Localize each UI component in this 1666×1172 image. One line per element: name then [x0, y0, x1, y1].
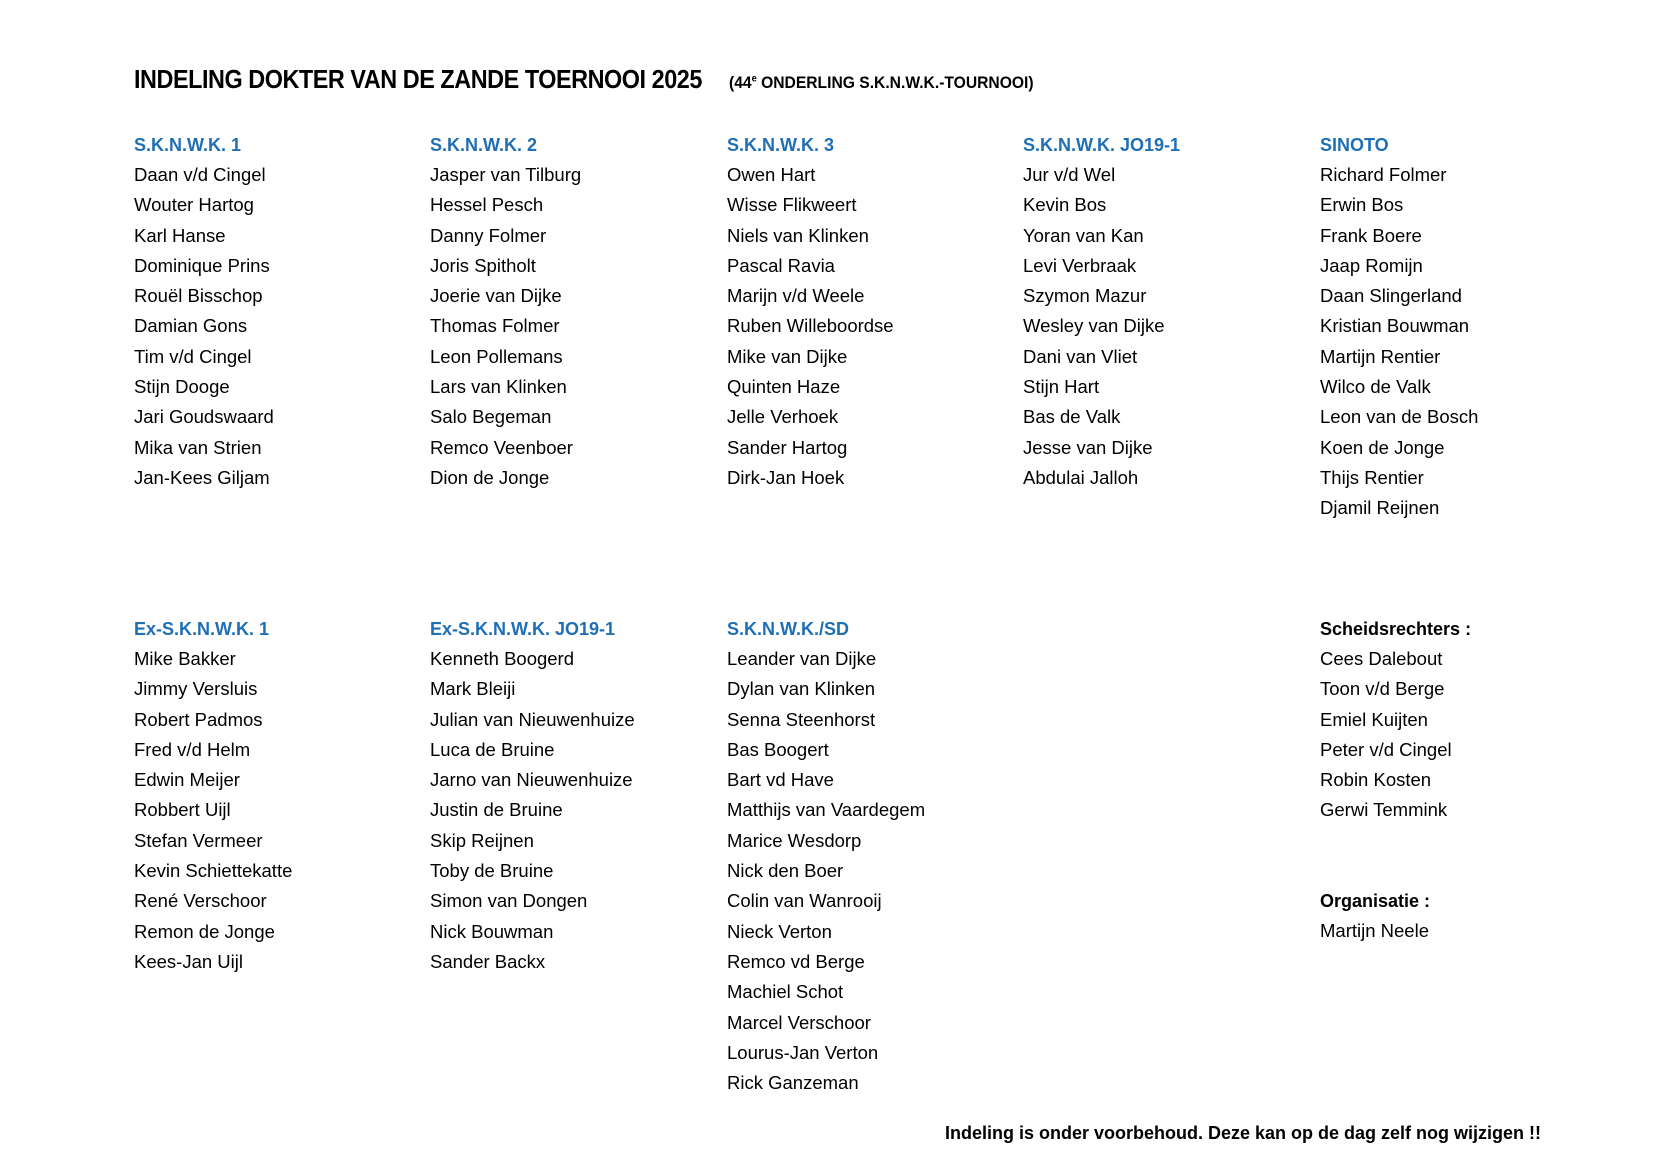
list-item: Jelle Verhoek [727, 406, 839, 428]
list-item: Julian van Nieuwenhuize [430, 708, 635, 730]
list-item: Kristian Bouwman [1320, 315, 1470, 337]
team-heading: S.K.N.W.K. 2 [430, 135, 538, 155]
player-list [727, 160, 1007, 493]
list-item: Tim v/d Cingel [134, 345, 252, 367]
list-item: Lourus-Jan Verton [727, 1041, 879, 1063]
referees-block [1320, 614, 1600, 826]
list-item: Levi Verbraak [1023, 254, 1137, 276]
list-item: Marice Wesdorp [727, 829, 862, 851]
team-ex-skwnk-1 [134, 614, 414, 977]
team-ex-skwnk-jo19-1 [430, 614, 710, 977]
list-item: Leander van Dijke [727, 648, 877, 669]
list-item: Toby de Bruine [430, 860, 554, 882]
list-item: Pascal Ravia [727, 254, 835, 276]
player-list [430, 644, 710, 977]
team-heading: S.K.N.W.K. 1 [134, 135, 242, 155]
list-item: Kevin Schiettekatte [134, 860, 293, 882]
list-item: Jimmy Versluis [134, 678, 258, 700]
list-item: Jan-Kees Giljam [134, 466, 270, 488]
list-item: Toon v/d Berge [1320, 678, 1445, 700]
list-item: Quinten Haze [727, 376, 841, 398]
list-item: Dominique Prins [134, 254, 270, 276]
list-item: Bas Boogert [727, 738, 829, 760]
organisation-block [1320, 886, 1600, 946]
list-item: Jari Goudswaard [134, 406, 274, 428]
list-item: Danny Folmer [430, 224, 547, 246]
team-heading: S.K.N.W.K. JO19-1 [1023, 135, 1181, 155]
list-item: Jur v/d Wel [1023, 164, 1116, 185]
team-heading: S.K.N.W.K./SD [727, 619, 850, 639]
list-item: Justin de Bruine [430, 799, 563, 821]
list-item: Jaap Romijn [1320, 254, 1423, 276]
team-heading: SINOTO [1320, 135, 1389, 155]
list-item: Mark Bleiji [430, 678, 516, 700]
list-item: Niels van Klinken [727, 224, 869, 246]
list-item: René Verschoor [134, 890, 267, 912]
player-list [727, 644, 1007, 1098]
list-item: Salo Begeman [430, 406, 552, 428]
list-item: Mike Bakker [134, 648, 236, 669]
list-item: Simon van Dongen [430, 890, 588, 912]
player-list [1320, 160, 1600, 524]
player-list [430, 160, 710, 493]
list-item: Kenneth Boogerd [430, 648, 575, 669]
list-item: Stijn Dooge [134, 376, 230, 398]
team-sinoto [1320, 130, 1600, 524]
team-heading: Ex-S.K.N.W.K. JO19-1 [430, 619, 616, 639]
list-item: Martijn Neele [1320, 920, 1429, 941]
title-main: INDELING DOKTER VAN DE ZANDE TOERNOOI 2025 [134, 64, 702, 94]
list-item: Karl Hanse [134, 224, 226, 246]
list-item: Jasper van Tilburg [430, 164, 582, 185]
list-item: Peter v/d Cingel [1320, 738, 1452, 760]
list-item: Jarno van Nieuwenhuize [430, 769, 633, 791]
list-item: Nick Bouwman [430, 920, 554, 942]
list-item: Nieck Verton [727, 920, 832, 942]
list-item: Wesley van Dijke [1023, 315, 1165, 337]
team-heading: S.K.N.W.K. 3 [727, 135, 835, 155]
list-item: Robert Padmos [134, 708, 263, 730]
page-title [134, 64, 1061, 95]
list-item: Emiel Kuijten [1320, 708, 1428, 730]
list-item: Sander Backx [430, 950, 546, 972]
team-skwnk-3 [727, 130, 1007, 493]
list-item: Skip Reijnen [430, 829, 534, 851]
list-item: Senna Steenhorst [727, 708, 876, 730]
list-item: Remco vd Berge [727, 950, 865, 972]
list-item: Damian Gons [134, 315, 248, 337]
list-item: Mike van Dijke [727, 345, 848, 367]
list-item: Lars van Klinken [430, 376, 567, 398]
list-item: Joris Spitholt [430, 254, 536, 276]
list-item: Frank Boere [1320, 224, 1422, 246]
list-item: Wilco de Valk [1320, 376, 1431, 398]
list-item: Daan v/d Cingel [134, 164, 266, 185]
organisation-heading: Organisatie : [1320, 891, 1431, 911]
list-item: Jesse van Dijke [1023, 436, 1153, 458]
list-item: Marijn v/d Weele [727, 285, 865, 307]
list-item: Thijs Rentier [1320, 466, 1424, 488]
list-item: Robbert Uijl [134, 799, 231, 821]
list-item: Bas de Valk [1023, 406, 1121, 428]
list-item: Cees Dalebout [1320, 648, 1443, 669]
list-item: Stefan Vermeer [134, 829, 263, 851]
list-item: Szymon Mazur [1023, 285, 1147, 307]
list-item: Robin Kosten [1320, 769, 1432, 791]
list-item: Mika van Strien [134, 436, 262, 458]
list-item: Luca de Bruine [430, 738, 555, 760]
player-list [134, 160, 414, 493]
list-item: Stijn Hart [1023, 376, 1100, 398]
list-item: Sander Hartog [727, 436, 848, 458]
player-list [1023, 160, 1303, 493]
list-item: Richard Folmer [1320, 164, 1447, 185]
list-item: Wouter Hartog [134, 194, 254, 216]
list-item: Dirk-Jan Hoek [727, 466, 845, 488]
list-item: Bart vd Have [727, 769, 834, 791]
list-item: Dion de Jonge [430, 466, 550, 488]
list-item: Dani van Vliet [1023, 345, 1138, 367]
team-skwnk-jo19-1 [1023, 130, 1303, 493]
list-item: Leon van de Bosch [1320, 406, 1479, 428]
list-item: Thomas Folmer [430, 315, 560, 337]
list-item: Erwin Bos [1320, 194, 1404, 216]
organisation-list [1320, 916, 1600, 946]
player-list [134, 644, 414, 977]
referees-heading: Scheidsrechters : [1320, 619, 1472, 639]
list-item: Owen Hart [727, 164, 816, 185]
subtitle-suffix: ONDERLING S.K.N.W.K.-TOURNOOI) [757, 73, 1035, 92]
list-item: Hessel Pesch [430, 194, 544, 216]
list-item: Joerie van Dijke [430, 285, 562, 307]
team-skwnk-1 [134, 130, 414, 493]
list-item: Wisse Flikweert [727, 194, 857, 216]
list-item: Remco Veenboer [430, 436, 573, 458]
title-subtitle [729, 73, 1034, 93]
disclaimer-note: Indeling is onder voorbehoud. Deze kan op de dag zelf nog wijzigen !! [945, 1123, 1542, 1143]
list-item: Gerwi Temmink [1320, 799, 1448, 821]
list-item: Djamil Reijnen [1320, 497, 1440, 519]
referee-list [1320, 644, 1600, 826]
list-item: Marcel Verschoor [727, 1011, 871, 1033]
list-item: Leon Pollemans [430, 345, 563, 367]
subtitle-superscript: e [752, 73, 758, 85]
list-item: Edwin Meijer [134, 769, 240, 791]
list-item: Yoran van Kan [1023, 224, 1144, 246]
subtitle-prefix: (44 [729, 73, 753, 92]
list-item: Abdulai Jalloh [1023, 466, 1139, 488]
list-item: Koen de Jonge [1320, 436, 1445, 458]
list-item: Remon de Jonge [134, 920, 275, 942]
team-heading: Ex-S.K.N.W.K. 1 [134, 619, 270, 639]
list-item: Rouël Bisschop [134, 285, 263, 307]
list-item: Machiel Schot [727, 981, 844, 1003]
team-skwnk-2 [430, 130, 710, 493]
list-item: Kees-Jan Uijl [134, 950, 243, 972]
list-item: Fred v/d Helm [134, 738, 251, 760]
list-item: Martijn Rentier [1320, 345, 1441, 367]
list-item: Rick Ganzeman [727, 1072, 859, 1094]
list-item: Kevin Bos [1023, 194, 1107, 216]
list-item: Ruben Willeboordse [727, 315, 894, 337]
list-item: Matthijs van Vaardegem [727, 799, 926, 821]
list-item: Nick den Boer [727, 860, 844, 882]
team-skwnk-sd [727, 614, 1007, 1098]
list-item: Colin van Wanrooij [727, 890, 882, 912]
list-item: Dylan van Klinken [727, 678, 876, 700]
list-item: Daan Slingerland [1320, 285, 1462, 307]
